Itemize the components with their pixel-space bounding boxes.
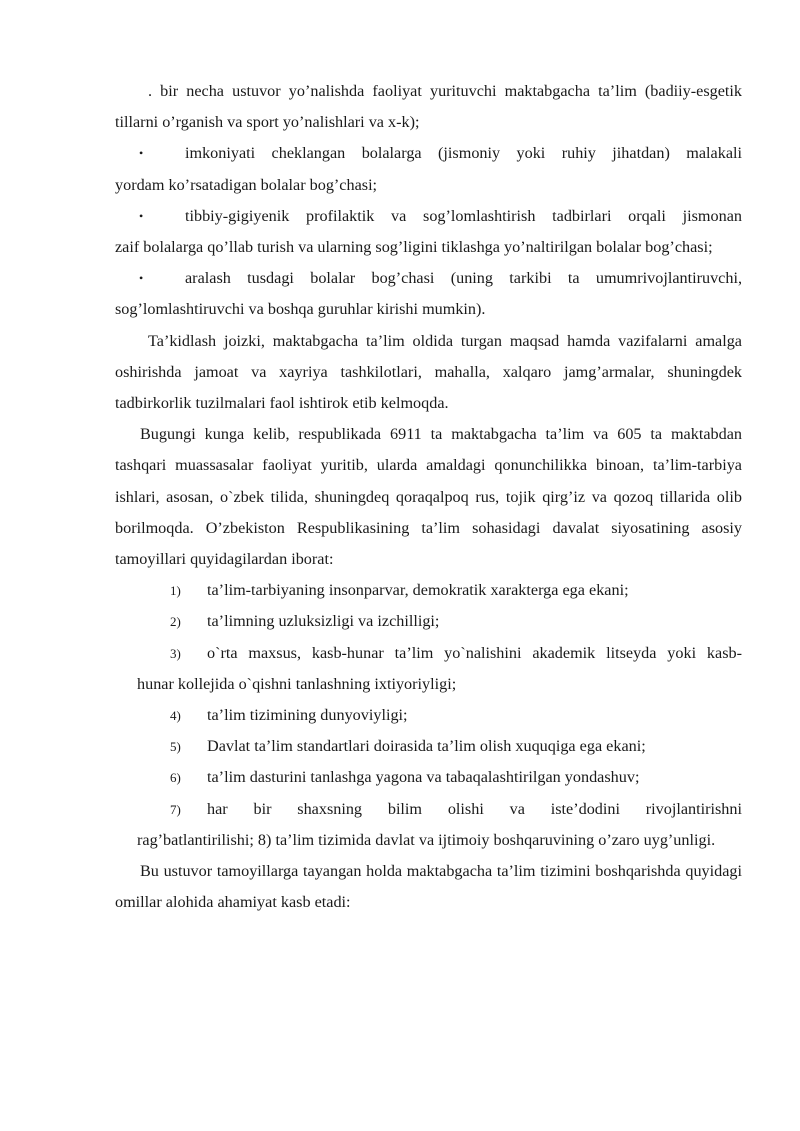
paragraph-statistics: Bugungi kunga kelib, respublikada 6911 ta maktabgacha ta’lim va 605 ta maktabdan tashqari muassasalar faoliyat yuritib, ularda amaldagi qonunchilikka binoan, ta’lim-tarbiya ishlari, asosan, o`zbek tilida, shuningdeq qoraqalpoq rus, tojik qirg’iz va qozoq tillarida olib borilmoqda. O’zbekiston Respublikasining ta’lim sohasidagi davalat siyosatining asosiy tamoyillari quyidagilardan iborat:	[115, 425, 742, 569]
list-item-text-continuation: hunar kollejida o`qishni tanlashning ixtiyoriyligi;	[137, 674, 457, 693]
list-number: 2)	[170, 614, 181, 630]
list-item-text: ta’limning uzluksizligi va izchilligi;	[207, 612, 440, 631]
list-item-text-first-line: har bir shaxsning bilim olishi va iste’dodini rivojlantirishni	[207, 799, 742, 818]
list-item	[137, 731, 742, 762]
principles-list	[137, 575, 742, 856]
list-item-text-first-line: o`rta maxsus, kasb-hunar ta’lim yo`nalishini akademik litseyda yoki kasb-	[207, 643, 742, 662]
list-item-text-continuation: rag’batlantirilishi; 8) ta’lim tizimida davlat va ijtimoiy boshqaruvining o’zaro uyg’unligi.	[137, 830, 716, 849]
bullet-symbol: •	[139, 146, 144, 161]
list-item	[137, 794, 742, 856]
list-number: 3)	[170, 645, 181, 661]
bullet-item-2-first-line: tibbiy-gigiyenik profilaktik va sog’lomlashtirish tadbirlari orqali jismonan	[185, 206, 742, 225]
bullet-item-1	[115, 138, 742, 200]
bullet-item-1-continuation: yordam ko’rsatadigan bolalar bog’chasi;	[115, 175, 378, 194]
paragraph-intro: . bir necha ustuvor yo’nalishda faoliyat yurituvchi maktabgacha ta’lim (badiiy-esgetik tillarni o’rganish va sport yo’nalishlari va x-k);	[115, 82, 742, 132]
list-item	[137, 762, 742, 793]
list-number: 1)	[170, 583, 181, 599]
bullet-symbol: •	[139, 208, 144, 223]
bullet-item-1-first-line: imkoniyati cheklangan bolalarga (jismoniy yoki ruhiy jihatdan) malakali	[185, 144, 742, 163]
list-item-text: ta’lim-tarbiyaning insonparvar, demokratik xarakterga ega ekani;	[207, 581, 629, 600]
bullet-item-2-continuation: zaif bolalarga qo’llab turish va ularning sog’ligini tiklashga yo’naltirilgan bolalar bog’chasi;	[115, 238, 713, 257]
document-page	[115, 76, 742, 918]
list-number: 7)	[170, 801, 181, 817]
list-number: 6)	[170, 770, 181, 786]
list-item	[137, 575, 742, 606]
list-item	[137, 638, 742, 700]
bullet-symbol: •	[139, 271, 144, 286]
list-item-text: ta’lim tizimining dunyoviyligi;	[207, 706, 408, 725]
list-number: 4)	[170, 708, 181, 724]
bullet-item-3-continuation: sog’lomlashtiruvchi va boshqa guruhlar kirishi mumkin).	[115, 300, 486, 319]
list-item-text: Davlat ta’lim standartlari doirasida ta’lim olish xuquqiga ega ekani;	[207, 737, 646, 756]
bullet-item-2	[115, 201, 742, 263]
list-item	[137, 700, 742, 731]
bullet-item-3-first-line: aralash tusdagi bolalar bog’chasi (uning tarkibi ta umumrivojlantiruvchi,	[185, 269, 742, 288]
bullet-item-3	[115, 263, 742, 325]
list-item	[137, 606, 742, 637]
paragraph-note: Ta’kidlash joizki, maktabgacha ta’lim oldida turgan maqsad hamda vazifalarni amalga oshirishda jamoat va xayriya tashkilotlari, mahalla, xalqaro jamg’armalar, shuningdek tadbirkorlik tuzilmalari faol ishtirok etib kelmoqda.	[115, 331, 742, 413]
paragraph-conclusion: Bu ustuvor tamoyillarga tayangan holda maktabgacha ta’lim tizimini boshqarishda quyidagi omillar alohida ahamiyat kasb etadi:	[115, 862, 742, 912]
list-item-text: ta’lim dasturini tanlashga yagona va tabaqalashtirilgan yondashuv;	[207, 768, 640, 787]
list-number: 5)	[170, 739, 181, 755]
